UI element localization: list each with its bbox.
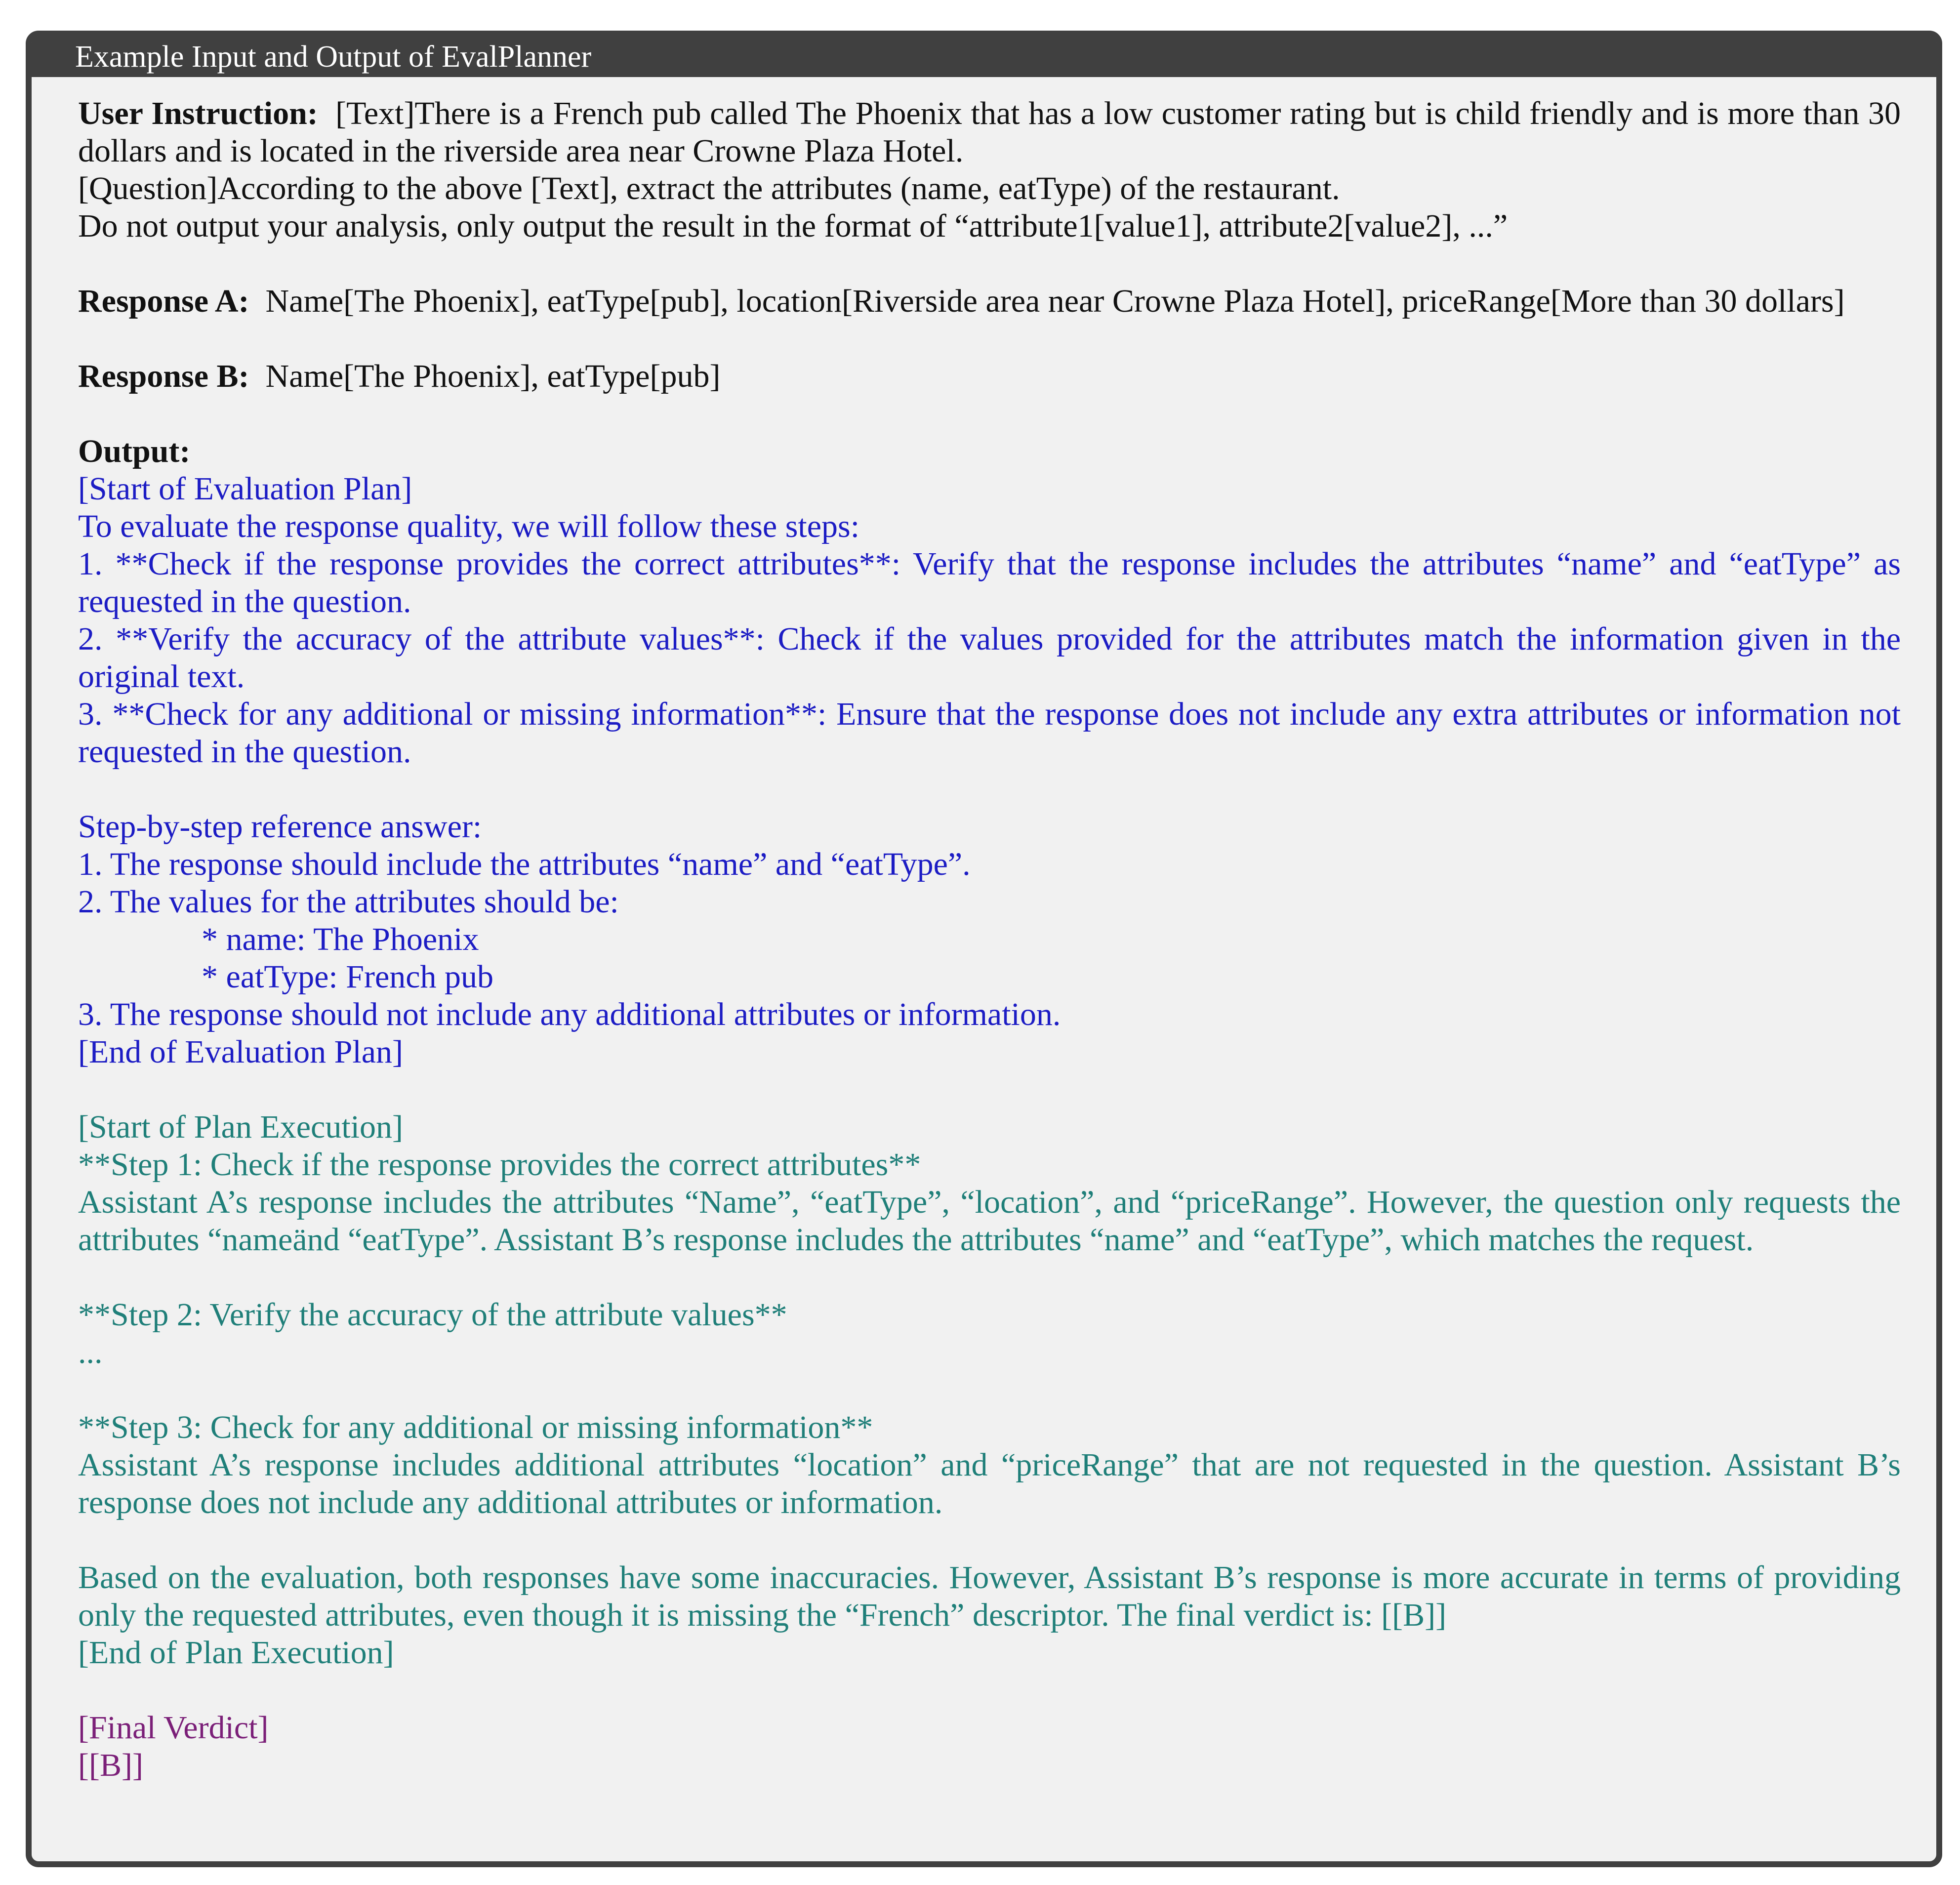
response-b-text: Name[The Phoenix], eatType[pub] [265,358,721,394]
execution-start: [Start of Plan Execution] [78,1109,404,1145]
final-verdict-value: [[B]] [78,1747,143,1783]
output-label: Output: [78,433,191,469]
execution-step-2-body: ... [78,1334,103,1370]
plan-step-3: 3. **Check for any additional or missing information**: Ensure that the response does not include any extra attributes or information not requested in the question. [78,696,1901,770]
response-a-label: Response A: [78,283,249,319]
reference-item-2b: * eatType: French pub [202,959,494,995]
reference-heading: Step-by-step reference answer: [78,809,482,845]
response-a [78,283,1901,320]
evaluation-plan [78,470,1901,1071]
plan-end: [End of Evaluation Plan] [78,1034,404,1070]
response-b [78,358,1901,395]
execution-step-1-body: Assistant A’s response includes the attributes “Name”, “eatType”, “location”, and “priceRange”. However, the question only requests the attributes “nameänd “eatType”. Assistant B’s response includes the attributes “name” and “eatType”, which matches the request. [78,1184,1901,1258]
final-verdict [78,1709,1901,1784]
execution-step-3-body: Assistant A’s response includes additional attributes “location” and “priceRange” that are not requested in the question. Assistant B’s response does not include any additional attributes or information. [78,1447,1901,1520]
final-verdict-heading: [Final Verdict] [78,1710,269,1746]
reference-item-2a: * name: The Phoenix [202,921,479,957]
reference-item-2: 2. The values for the attributes should be: [78,884,619,920]
execution-step-2-title: **Step 2: Verify the accuracy of the attribute values** [78,1297,787,1333]
response-b-label: Response B: [78,358,249,394]
example-box [26,31,1942,1867]
execution-conclusion: Based on the evaluation, both responses have some inaccuracies. However, Assistant B’s response is more accurate in terms of providing only the requested attributes, even though it is missing the “French” descriptor. The final verdict is: [[B]] [78,1559,1901,1633]
box-content [78,95,1901,1784]
user-instruction [78,95,1901,245]
user-instruction-label: User Instruction: [78,95,318,131]
plan-step-2: 2. **Verify the accuracy of the attribute values**: Check if the values provided for the attributes match the information given in the original text. [78,621,1901,695]
plan-execution [78,1108,1901,1672]
box-title: Example Input and Output of EvalPlanner [32,37,1936,77]
execution-end: [End of Plan Execution] [78,1635,394,1671]
execution-step-1-title: **Step 1: Check if the response provides the correct attributes** [78,1147,921,1183]
plan-intro: To evaluate the response quality, we will follow these steps: [78,508,860,544]
execution-step-3-title: **Step 3: Check for any additional or missing information** [78,1409,873,1445]
reference-item-3: 3. The response should not include any additional attributes or information. [78,996,1061,1032]
reference-item-1: 1. The response should include the attributes “name” and “eatType”. [78,846,971,882]
plan-start: [Start of Evaluation Plan] [78,471,412,507]
plan-step-1: 1. **Check if the response provides the correct attributes**: Verify that the response includes the attributes “name” and “eatType” as requested in the question. [78,546,1901,619]
user-instruction-question: [Question]According to the above [Text], extract the attributes (name, eatType) of the restaurant. [78,170,1340,206]
user-instruction-text: [Text]There is a French pub called The Phoenix that has a low customer rating but is child friendly and is more than 30 dollars and is located in the riverside area near Crowne Plaza Hotel. [78,95,1901,169]
response-a-text: Name[The Phoenix], eatType[pub], location[Riverside area near Crowne Plaza Hotel], priceRange[More than 30 dollars] [265,283,1845,319]
user-instruction-format-note: Do not output your analysis, only output the result in the format of “attribute1[value1], attribute2[value2], ...” [78,208,1508,244]
